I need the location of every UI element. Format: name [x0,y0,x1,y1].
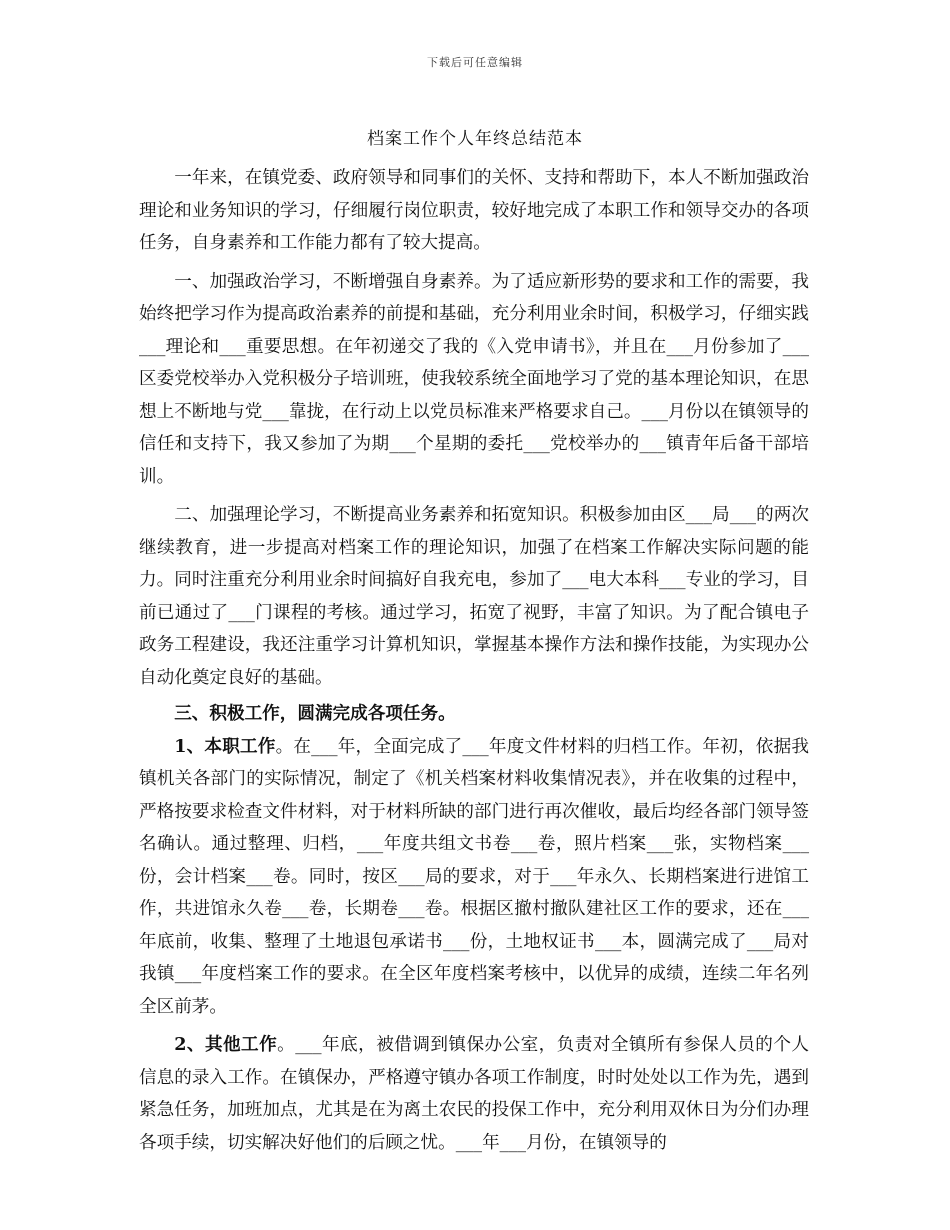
item-2-paragraph [139,1029,809,1159]
item-1-paragraph [139,731,809,1024]
page-header-note: 下载后可任意编辑 [427,56,523,69]
document-body [139,162,809,1159]
section-2-paragraph: 二、加强理论学习，不断提高业务素养和拓宽知识。积极参加由区___局___的两次继续教育，进一步提高对档案工作的理论知识，加强了在档案工作解决实际问题的能力。同时注重充分利用业余时间搞好自我充电，参加了___电大本科___专业的学习，目前已通过了___门课程的考核。通过学习，拓宽了视野，丰富了知识。为了配合镇电子政务工程建设，我还注重学习计算机知识，掌握基本操作方法和操作技能，为实现办公自动化奠定良好的基础。 [139,505,809,688]
document-title: 档案工作个人年终总结范本 [367,129,583,149]
item-1-text: 。在___年，全面完成了___年度文件材料的归档工作。年初，依据我镇机关各部门的实际情况，制定了《机关档案材料收集情况表》，并在收集的过程中，严格按要求检查文件材料，对于材料所缺的部门进行再次催收，最后均经各部门领导签名确认。通过整理、归档，___年度共组文书卷___卷，照片档案___张，实物档案___份，会计档案___卷。同时，按区___局的要求，对于___年永久、长期档案进行进馆工作，共进馆永久卷___卷，长期卷___卷。根据区撤村撤队建社区工作的要求，还在___年底前，收集、整理了土地退包承诺书___份，土地权证书___本，圆满完成了___局对我镇___年度档案工作的要求。在全区年度档案考核中，以优异的成绩，连续二年名列全区前茅。 [139,736,809,1017]
section-3-heading: 三、积极工作，圆满完成各项任务。 [174,703,456,724]
section-1-paragraph: 一、加强政治学习，不断增强自身素养。为了适应新形势的要求和工作的需要，我始终把学习作为提高政治素养的前提和基础，充分利用业余时间，积极学习，仔细实践___理论和___重要思想。在年初递交了我的《入党申请书》，并且在___月份参加了___区委党校举办入党积极分子培训班，使我较系统全面地学习了党的基本理论知识，在思想上不断地与党___靠拢，在行动上以党员标准来严格要求自己。___月份以在镇领导的信任和支持下，我又参加了为期___个星期的委托___党校举办的___镇青年后备干部培训。 [139,271,809,487]
item-2-text: 。___年底，被借调到镇保办公室，负责对全镇所有参保人员的个人信息的录入工作。在镇保办，严格遵守镇办各项工作制度，时时处处以工作为先，遇到紧急任务，加班加点，尤其是在为离土农民的投保工作中，充分利用双休日为分们办理各项手续，切实解决好他们的后顾之忧。___年___月份，在镇领导的 [139,1035,809,1153]
item-1-lead: 1、本职工作 [174,735,276,757]
intro-paragraph: 一年来，在镇党委、政府领导和同事们的关怀、支持和帮助下，本人不断加强政治理论和业务知识的学习，仔细履行岗位职责，较好地完成了本职工作和领导交办的各项任务，自身素养和工作能力都有了较大提高。 [139,168,809,253]
item-2-lead: 2、其他工作 [174,1034,278,1055]
